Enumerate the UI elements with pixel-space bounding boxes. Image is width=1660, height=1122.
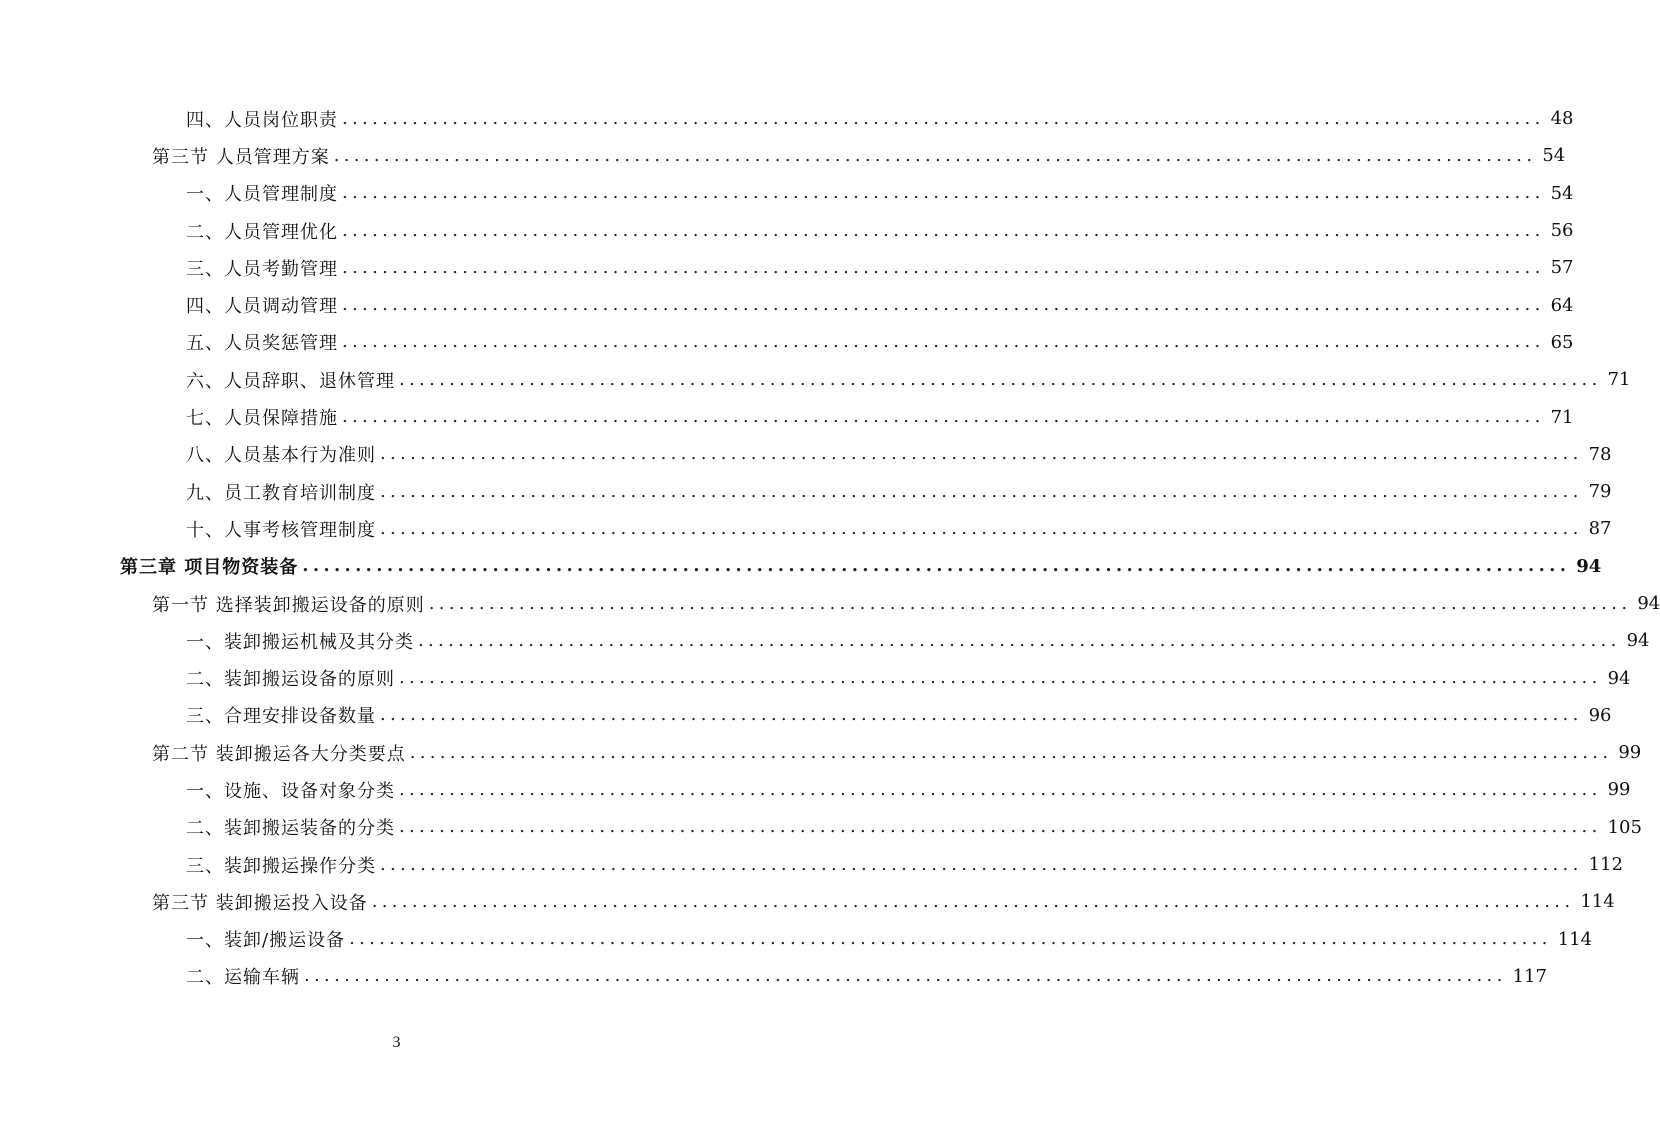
toc-leader-dots: ........................................................................................................................ [342, 331, 1545, 353]
toc-leader-dots: ........................................................................................................................ [342, 294, 1545, 316]
toc-leader-dots: ........................................................................................................................ [418, 629, 1621, 651]
toc-entry-label: 二、人员管理优化 [186, 221, 338, 243]
toc-page-number: 112 [1588, 854, 1623, 876]
toc-entry-label: 二、运输车辆 [186, 967, 300, 989]
toc-leader-dots: ........................................................................................................................ [342, 107, 1545, 129]
toc-page-number: 99 [1607, 779, 1631, 801]
toc-entry-label: 第一节 选择装卸搬运设备的原则 [152, 594, 425, 616]
toc-entry[interactable] [0, 958, 1547, 995]
toc-entry-label: 第三节 装卸搬运投入设备 [152, 892, 368, 914]
toc-entry[interactable] [0, 809, 1642, 846]
toc-chapter-entry[interactable] [0, 548, 1602, 585]
toc-entry[interactable] [0, 473, 1612, 510]
toc-entry[interactable] [0, 734, 1642, 771]
toc-page-number: 56 [1550, 220, 1574, 242]
toc-entry-label: 八、人员基本行为准则 [186, 445, 376, 467]
toc-page-number: 64 [1550, 294, 1574, 316]
toc-page-number: 54 [1550, 182, 1574, 204]
toc-leader-dots: ........................................................................................................................ [399, 778, 1602, 800]
toc-leader-dots: ........................................................................................................................ [380, 517, 1583, 539]
toc-leader-dots: ........................................................................................................................ [342, 256, 1545, 278]
toc-entry[interactable] [0, 436, 1612, 473]
toc-entry-label: 二、装卸搬运装备的分类 [186, 818, 395, 840]
toc-leader-dots: ........................................................................................................................ [380, 853, 1583, 875]
toc-page-number: 96 [1588, 704, 1612, 726]
toc-entry-label: 九、员工教育培训制度 [186, 482, 376, 504]
toc-entry[interactable] [0, 324, 1574, 361]
toc-page-number: 65 [1550, 331, 1574, 353]
toc-leader-dots: ........................................................................................................................ [333, 144, 1537, 166]
toc-entry-label: 一、设施、设备对象分类 [186, 780, 395, 802]
toc-leader-dots: ........................................................................................................................ [342, 406, 1545, 428]
toc-page-number: 71 [1550, 406, 1574, 428]
toc-entry[interactable] [0, 585, 1660, 622]
toc-leader-dots: ........................................................................................................................ [349, 928, 1552, 950]
toc-page-number: 48 [1550, 108, 1574, 130]
toc-entry-label: 四、人员调动管理 [186, 296, 338, 318]
toc-leader-dots: ........................................................................................................................ [304, 965, 1507, 987]
toc-page-number: 114 [1557, 928, 1593, 950]
toc-page-number: 94 [1576, 555, 1602, 577]
toc-page-number: 71 [1607, 369, 1631, 391]
page-number-footer: 3 [392, 1034, 401, 1051]
toc-entry[interactable] [0, 361, 1631, 398]
toc-leader-dots: ........................................................................................................................ [399, 368, 1602, 390]
toc-leader-dots: ........................................................................................................................ [342, 219, 1545, 241]
toc-entry-label: 第三节 人员管理方案 [152, 146, 330, 168]
toc-page-number: 99 [1618, 742, 1642, 764]
table-of-contents [0, 100, 1660, 995]
toc-entry[interactable] [0, 212, 1574, 249]
toc-entry-label: 二、装卸搬运设备的原则 [186, 669, 395, 691]
toc-entry[interactable] [0, 286, 1574, 323]
toc-entry[interactable] [0, 249, 1574, 286]
toc-page-number: 57 [1550, 257, 1574, 279]
toc-entry[interactable] [0, 771, 1631, 808]
toc-entry[interactable] [0, 883, 1615, 920]
toc-entry-label: 五、人员奖惩管理 [186, 333, 338, 355]
toc-entry-label: 第三章 项目物资装备 [120, 557, 299, 579]
toc-page-number: 87 [1588, 518, 1612, 540]
toc-entry[interactable] [0, 921, 1593, 958]
toc-page-number: 54 [1542, 145, 1566, 167]
toc-entry-label: 四、人员岗位职责 [186, 109, 338, 131]
toc-entry-label: 三、合理安排设备数量 [186, 706, 376, 728]
toc-page-number: 117 [1512, 965, 1547, 987]
toc-page-number: 78 [1588, 443, 1612, 465]
toc-leader-dots: ........................................................................................................................ [371, 890, 1575, 912]
toc-leader-dots: ........................................................................................................................ [380, 480, 1583, 502]
toc-entry-label: 十、人事考核管理制度 [186, 519, 376, 541]
toc-leader-dots: ........................................................................................................................ [380, 443, 1583, 465]
toc-entry-label: 一、装卸/搬运设备 [186, 930, 346, 952]
toc-leader-dots: ........................................................................................................................ [399, 816, 1602, 838]
toc-entry[interactable] [0, 510, 1612, 547]
toc-page-number: 105 [1607, 816, 1642, 838]
toc-entry[interactable] [0, 697, 1612, 734]
toc-entry-label: 六、人员辞职、退休管理 [186, 370, 395, 392]
toc-entry[interactable] [0, 175, 1574, 212]
toc-entry-label: 一、人员管理制度 [186, 184, 338, 206]
toc-entry-label: 七、人员保障措施 [186, 408, 338, 430]
toc-entry[interactable] [0, 659, 1631, 696]
toc-entry[interactable] [0, 137, 1566, 174]
toc-entry[interactable] [0, 846, 1623, 883]
toc-page-number: 94 [1607, 667, 1631, 689]
toc-leader-dots: ........................................................................................................................ [380, 704, 1583, 726]
toc-leader-dots: ........................................................................................................................ [409, 741, 1613, 763]
toc-leader-dots: ........................................................................................................................ [428, 592, 1632, 614]
toc-entry[interactable] [0, 622, 1650, 659]
toc-entry[interactable] [0, 100, 1574, 137]
toc-page-number: 79 [1588, 481, 1612, 503]
toc-leader-dots: ........................................................................................................................ [399, 667, 1602, 689]
toc-page-number: 94 [1626, 630, 1650, 652]
toc-leader-dots: ........................................................................................................................ [342, 182, 1545, 204]
toc-entry-label: 一、装卸搬运机械及其分类 [186, 631, 414, 653]
toc-entry-label: 三、装卸搬运操作分类 [186, 855, 376, 877]
toc-entry[interactable] [0, 398, 1574, 435]
toc-page-number: 94 [1637, 593, 1660, 614]
toc-entry-label: 三、人员考勤管理 [186, 258, 338, 280]
toc-leader-dots: ........................................................................................................................ [302, 555, 1571, 577]
toc-entry-label: 第二节 装卸搬运各大分类要点 [152, 743, 406, 765]
toc-page-number: 114 [1580, 891, 1615, 913]
